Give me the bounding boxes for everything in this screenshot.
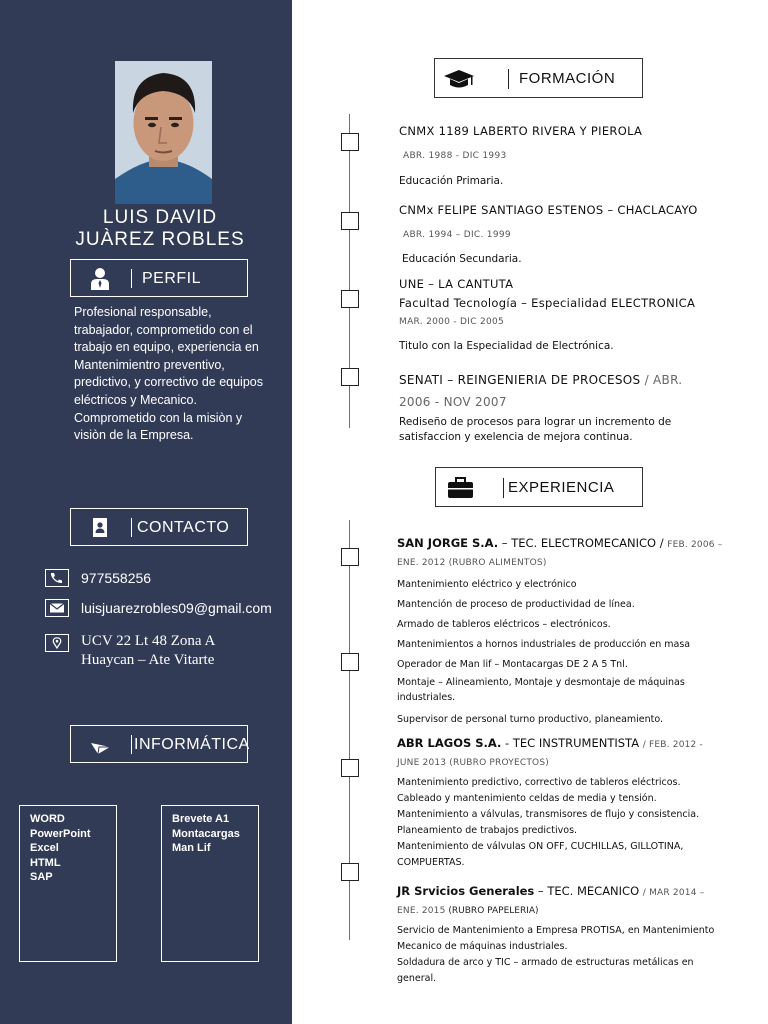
license-item: Brevete A1 <box>172 813 230 825</box>
contact-card-icon <box>89 516 111 540</box>
experience-entry <box>397 735 727 871</box>
job-date: FEB. 2006 – ENE. 2012 (RUBRO ALIMENTOS) <box>397 540 723 568</box>
licenses-box <box>161 805 259 962</box>
name-line-2: JUÀREZ ROBLES <box>75 229 245 250</box>
timeline-marker <box>341 759 359 777</box>
experience-entry <box>397 883 727 987</box>
job-role: - TEC INSTRUMENTISTA <box>501 736 643 750</box>
experiencia-header <box>435 467 643 507</box>
duty-item: Montaje – Alineamiento, Montaje y desmontaje de máquinas industriales. <box>397 676 685 704</box>
duty-item: Mantenimiento eléctrico y electrónico <box>397 579 577 590</box>
skill-item: Excel <box>30 842 59 854</box>
duty-list <box>397 575 727 730</box>
duty-list <box>397 775 727 871</box>
school-date: ABR. 1988 - DIC 1993 <box>403 151 507 161</box>
duty-item: Soldadura de arco y TIC – armado de estructuras metálicas en general. <box>397 957 694 984</box>
duty-item: Cableado y mantenimiento celdas de media y tensión. <box>397 793 657 804</box>
duty-item: Mantenimiento de válvulas ON OFF, CUCHILLAS, GILLOTINA, COMPUERTAS. <box>397 841 684 868</box>
duty-item: Mantenimientos a hornos industriales de producción en masa <box>397 638 691 650</box>
job-role: – TEC. MECANICO <box>534 884 643 898</box>
timeline-marker <box>341 290 359 308</box>
informatica-label: INFORMÁTICA <box>134 736 250 753</box>
experience-entry <box>397 535 727 730</box>
school-date-line-2: 2006 - NOV 2007 <box>399 395 507 409</box>
duty-item: Mantención de proceso de productividad de línea. <box>397 598 635 610</box>
timeline-marker <box>341 548 359 566</box>
company-name: ABR LAGOS S.A. <box>397 736 502 750</box>
duty-item: Supervisor de personal turno productivo, planeamiento. <box>397 714 664 726</box>
timeline-marker <box>341 368 359 386</box>
divider <box>131 269 132 288</box>
school-desc: Rediseño de procesos para lograr un incremento de satisfaccion y exelencia de mejora continua. <box>399 416 672 443</box>
full-name <box>40 207 280 251</box>
skill-item: HTML <box>30 856 61 869</box>
duty-item: Mantenimiento predictivo, correctivo de tableros eléctricos. <box>397 777 681 788</box>
location-pin-icon <box>45 634 69 652</box>
school-desc: Titulo con la Especialidad de Electrónica. <box>399 340 614 352</box>
school-title: SENATI – REINGENIERIA DE PROCESOS <box>399 373 641 387</box>
address-line-1: UCV 22 Lt 48 Zona A <box>81 633 216 649</box>
perfil-header <box>70 259 248 297</box>
timeline-marker <box>341 133 359 151</box>
license-item: Montacargas <box>172 827 240 840</box>
perfil-label: PERFIL <box>142 270 202 287</box>
graduation-cap-icon <box>443 67 475 91</box>
duty-list <box>397 923 727 987</box>
school-date: MAR. 2000 - DIC 2005 <box>399 317 505 327</box>
name-line-1: LUIS DAVID <box>102 207 218 228</box>
experience-heading <box>397 735 727 771</box>
job-role: – TEC. ELECTROMECANICO / <box>498 536 668 550</box>
divider <box>503 478 504 498</box>
profile-photo <box>115 61 212 204</box>
perfil-text: Profesional responsable, trabajador, comprometido con el trabajo en equipo, experiencia en Mantenimientro preventivo, predictivo, y correctivo de equipos eléctricos y Mecanico. Comprometido con la misiòn y visiòn de la Empresa. <box>74 305 263 443</box>
school-title: CNMX 1189 LABERTO RIVERA Y PIEROLA <box>399 124 643 138</box>
informatica-header <box>70 725 248 763</box>
experience-heading <box>397 535 727 571</box>
license-item: Man Lif <box>172 842 211 854</box>
address <box>81 632 215 670</box>
job-sector: (RUBRO PAPELERIA) <box>445 906 539 916</box>
duty-item: Operador de Man lif – Montacargas DE 2 A 5 Tnl. <box>397 658 628 670</box>
school-desc: Educación Secundaria. <box>402 253 522 265</box>
school-title-line <box>399 373 682 387</box>
job-date: / MAR 2014 – ENE. 2015 <box>397 888 705 916</box>
skill-item: WORD <box>30 813 65 825</box>
divider <box>131 518 132 537</box>
divider <box>131 735 132 754</box>
contacto-label: CONTACTO <box>137 519 230 536</box>
school-date: / ABR. <box>640 373 683 387</box>
email-address: luisjuarezrobles09@gmail.com <box>81 600 272 616</box>
timeline-marker <box>341 653 359 671</box>
school-title: UNE – LA CANTUTA <box>399 277 514 291</box>
sidebar <box>0 0 292 1024</box>
school-title: CNMx FELIPE SANTIAGO ESTENOS – CHACLACAYO <box>399 203 698 217</box>
job-date: / FEB. 2012 - JUNE 2013 (RUBRO PROYECTOS) <box>397 740 703 768</box>
school-desc: Educación Primaria. <box>399 175 504 187</box>
duty-item: Armado de tableros eléctricos – electrónicos. <box>397 618 611 630</box>
company-name: SAN JORGE S.A. <box>397 536 499 550</box>
paper-plane-icon <box>89 733 111 757</box>
duty-item: Planeamiento de trabajos predictivos. <box>397 825 578 836</box>
experiencia-label: EXPERIENCIA <box>508 479 615 496</box>
divider <box>508 69 509 89</box>
company-name: JR Srvicios Generales <box>397 884 535 898</box>
timeline-marker <box>341 863 359 881</box>
school-date: ABR. 1994 – DIC. 1999 <box>403 230 511 240</box>
duty-item: Servicio de Mantenimiento a Empresa PROTISA, en Mantenimiento Mecanico de máquinas industriales. <box>397 925 715 952</box>
contacto-header <box>70 508 248 546</box>
skill-item: PowerPoint <box>30 827 91 840</box>
briefcase-icon <box>444 476 476 500</box>
skill-item: SAP <box>30 871 53 883</box>
experience-heading <box>397 883 727 919</box>
computer-skills-box <box>19 805 117 962</box>
address-line-2: Huaycan – Ate Vitarte <box>81 652 215 668</box>
phone-icon <box>45 569 69 587</box>
timeline-marker <box>341 212 359 230</box>
envelope-icon <box>45 599 69 617</box>
user-icon <box>89 267 111 291</box>
school-subtitle: Facultad Tecnología – Especialidad ELECTRONICA <box>399 296 696 310</box>
formacion-label: FORMACIÓN <box>519 70 616 87</box>
profile-photo-image <box>115 61 212 204</box>
duty-item: Mantenimiento a válvulas, transmisores de flujo y consistencia. <box>397 809 700 820</box>
phone-number: 977558256 <box>81 570 152 586</box>
formacion-header <box>434 58 643 98</box>
